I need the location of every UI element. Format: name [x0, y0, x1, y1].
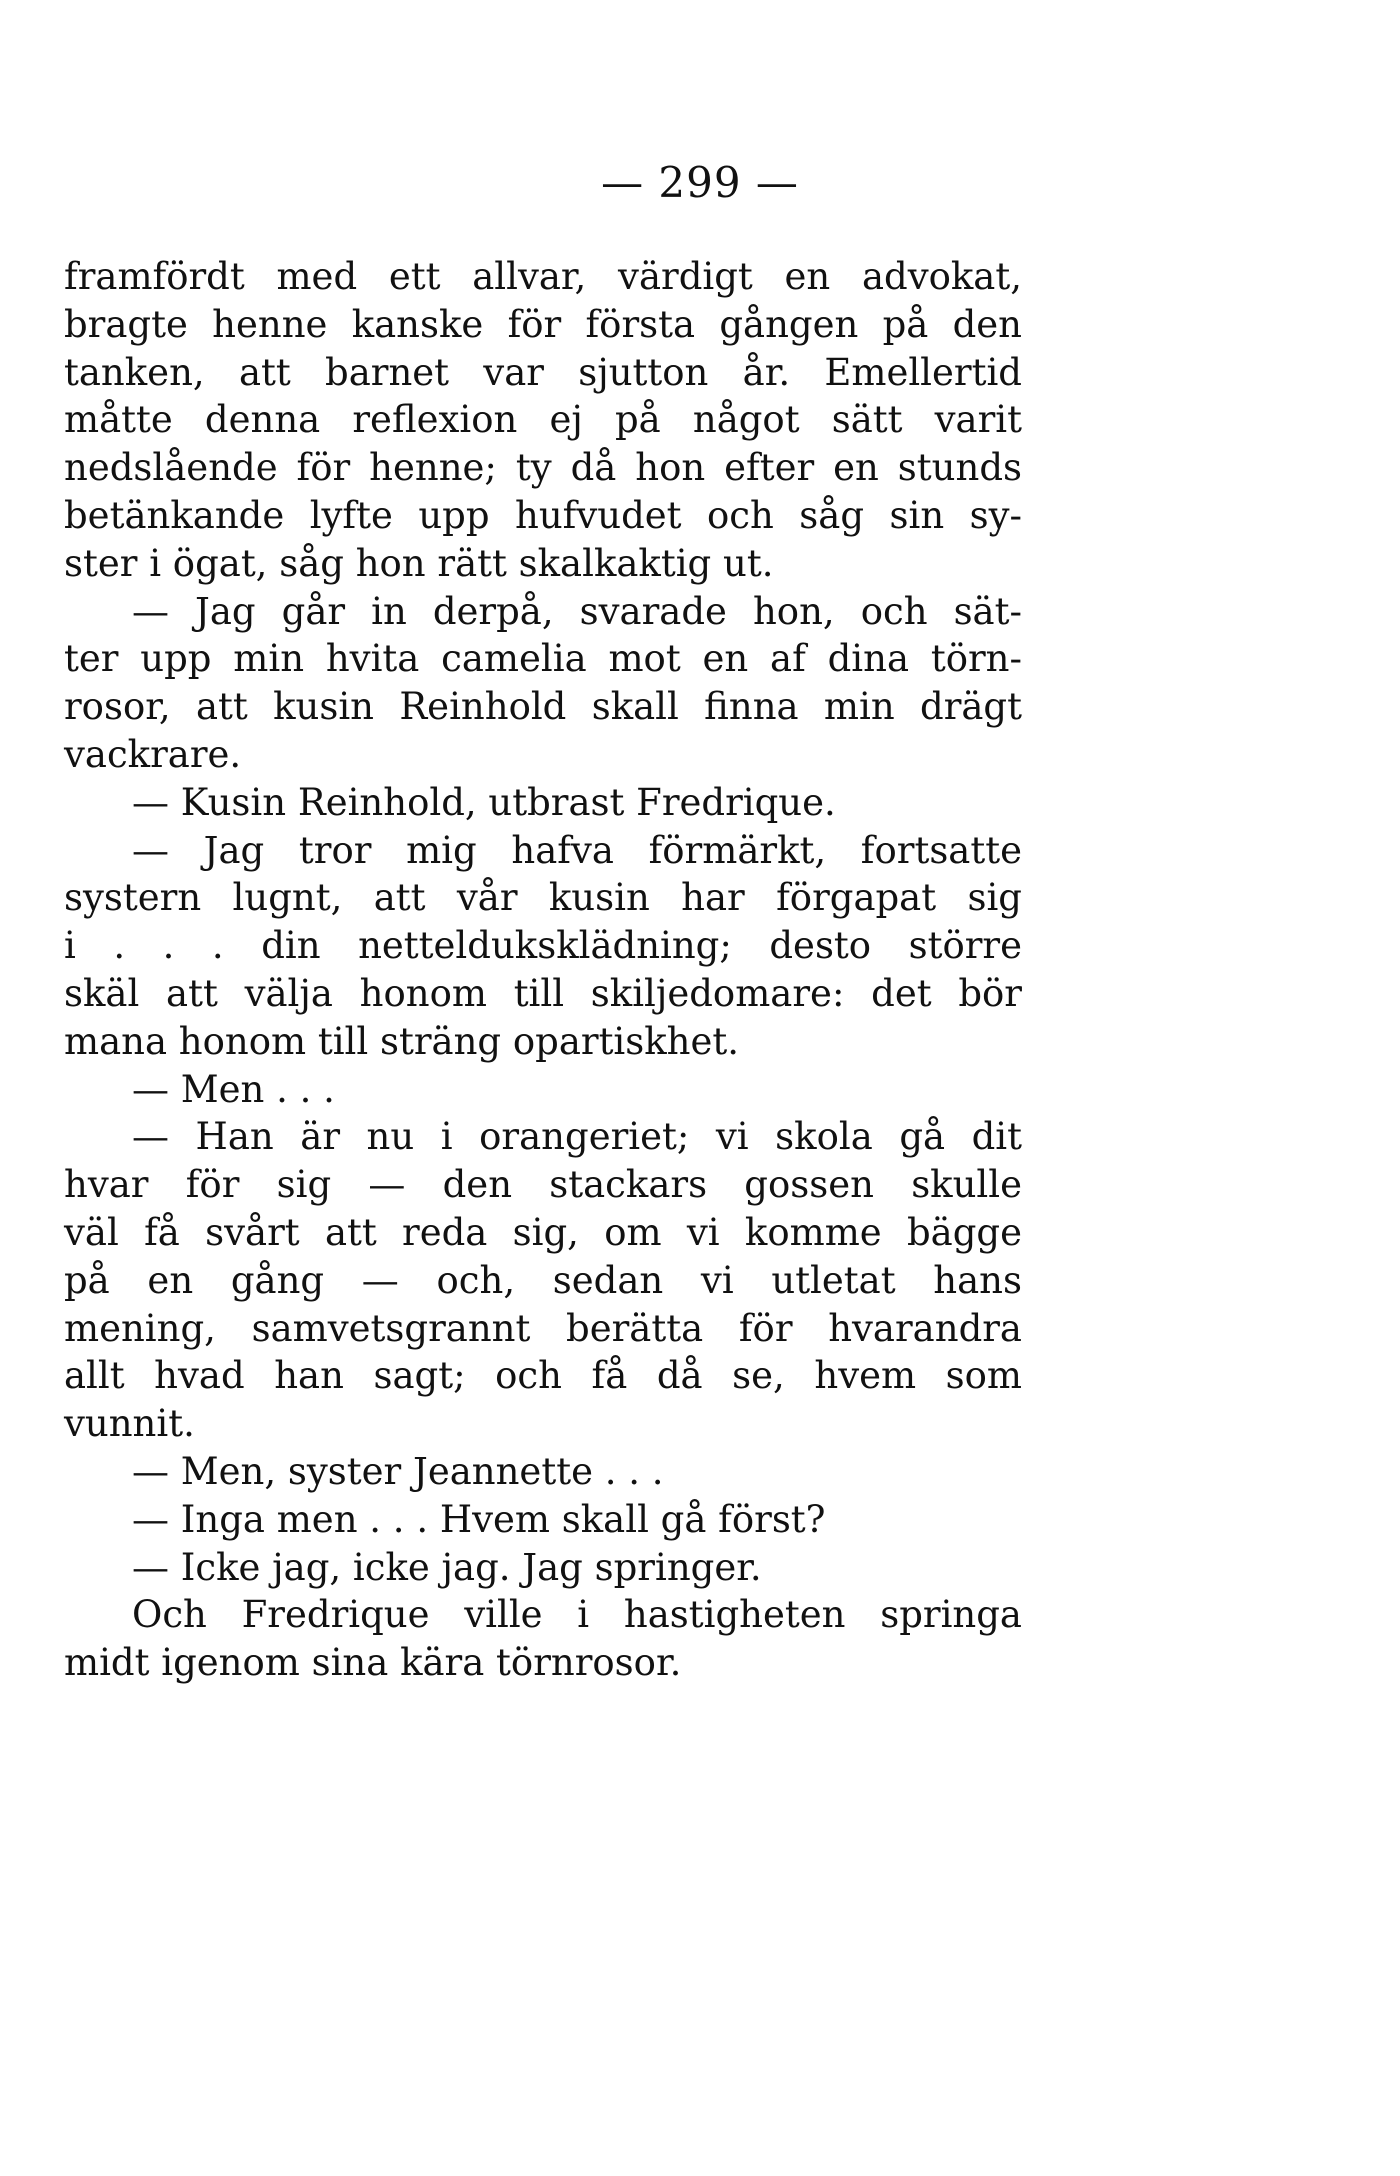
text-line: tanken, att barnet var sjutton år. Emellertid — [64, 350, 1022, 394]
text-line: ter upp min hvita camelia mot en af dina törn- — [64, 637, 1022, 681]
text-line: rosor, att kusin Reinhold skall finna min drägt — [64, 685, 1022, 729]
text-line: Och Fredrique ville i hastigheten springa — [132, 1593, 1022, 1637]
text-line: — Kusin Reinhold, utbrast Fredrique. — [132, 780, 836, 824]
text-line: på en gång — och, sedan vi utletat hans — [64, 1258, 1022, 1302]
page-number: — 299 — — [601, 158, 799, 207]
text-line: — Inga men . . . Hvem skall gå först? — [132, 1497, 826, 1541]
text-line: skäl att välja honom till skiljedomare: det bör — [64, 971, 1022, 1015]
text-line: i . . . din nettelduksklädning; desto större — [64, 924, 1022, 968]
text-line: — Jag tror mig hafva förmärkt, fortsatte — [132, 828, 1022, 872]
text-line: vackrare. — [64, 732, 242, 776]
text-line: allt hvad han sagt; och få då se, hvem som — [64, 1354, 1022, 1398]
text-line: — Jag går in derpå, svarade hon, och sät- — [132, 589, 1022, 633]
body-text — [64, 253, 1022, 1687]
text-line: nedslående för henne; ty då hon efter en stunds — [64, 446, 1022, 490]
text-line: — Han är nu i orangeriet; vi skola gå dit — [132, 1115, 1022, 1159]
text-line: ster i ögat, såg hon rätt skalkaktig ut. — [64, 541, 774, 585]
text-line: — Men . . . — [132, 1067, 335, 1111]
text-line: betänkande lyfte upp hufvudet och såg sin sy- — [64, 493, 1022, 537]
text-line: mana honom till sträng opartiskhet. — [64, 1019, 740, 1063]
text-line: systern lugnt, att vår kusin har förgapat sig — [64, 876, 1022, 920]
text-line: framfördt med ett allvar, värdigt en advokat, — [64, 255, 1022, 298]
text-line: måtte denna reflexion ej på något sätt varit — [64, 398, 1022, 442]
text-line: väl få svårt att reda sig, om vi komme bägge — [64, 1210, 1022, 1254]
text-line: — Icke jag, icke jag. Jag springer. — [132, 1545, 762, 1589]
text-line: midt igenom sina kära törnrosor. — [64, 1641, 682, 1685]
text-line: bragte henne kanske för första gången på den — [64, 302, 1022, 346]
text-line: — Men, syster Jeannette . . . — [132, 1449, 664, 1493]
text-line: hvar för sig — den stackars gossen skulle — [64, 1163, 1022, 1207]
text-line: mening, samvetsgrannt berätta för hvarandra — [64, 1306, 1022, 1350]
text-line: vunnit. — [64, 1402, 195, 1446]
